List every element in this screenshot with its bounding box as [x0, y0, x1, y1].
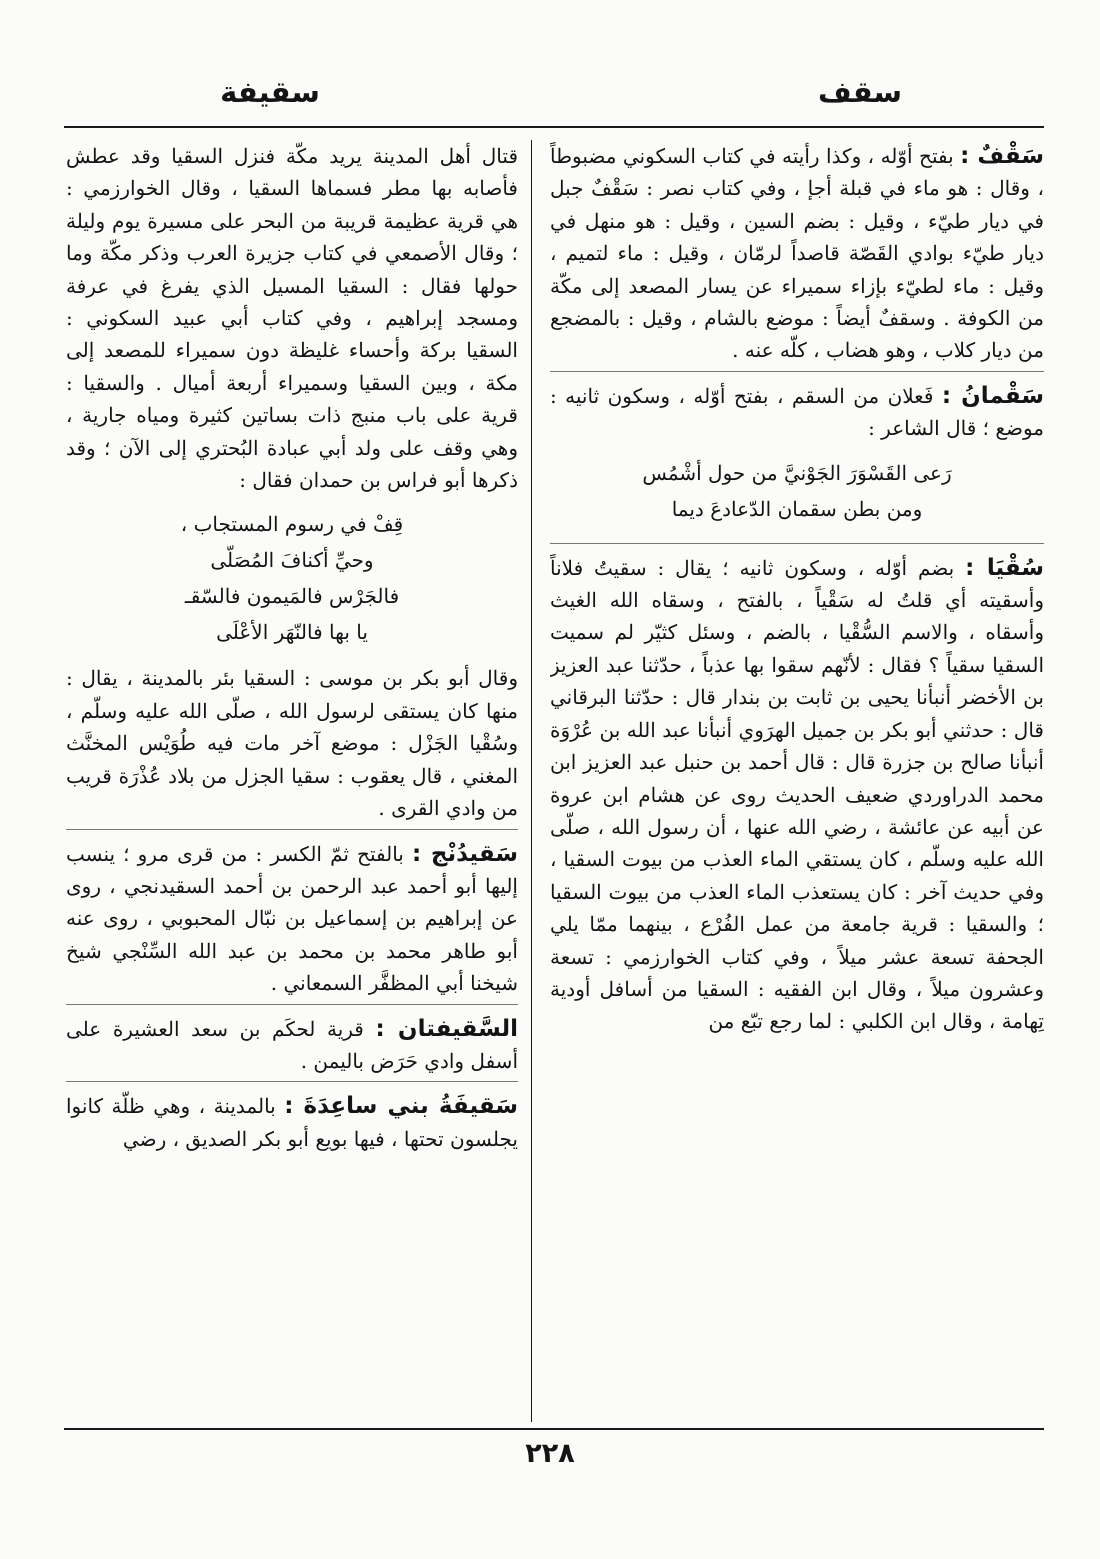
entry-text: فَعلان من السقم ، بفتح أوّله ، وسكون ثانيه : موضع ؛ قال الشاعر : — [550, 383, 1044, 441]
running-head-left: سقيفة — [220, 75, 320, 109]
entry-text: قتال أهل المدينة يريد مكّة فنزل السقيا وقد عطش فأصابه بها مطر فسماها السقيا ، وقال الخوارزمي : هي قرية عظيمة قريبة من البحر على مسيرة يوم وليلة ؛ وقال الأصمعي في كتاب جزيرة العرب وذكر مكّة وما حولها فقال : السقيا المسيل الذي يفرغ في عرفة ومسجد إبراهيم ، وفي كتاب أبي عبيد السكوني : السقيا بركة وأحساء غليظة دون سميراء للمصعد إلى مكة ، وبين السقيا وسميراء أربعة أميال . والسقيا : قرية على باب منبج ذات بساتين كثيرة ومياه جارية ، وهي وقف على ولد أبي عبادة البُحتري إلى الآن ؛ وقد ذكرها أبو فراس بن حمدان فقال : — [66, 144, 518, 493]
entry-suqya — [550, 552, 1044, 1042]
entry-text: بالمدينة ، وهي ظلّة كانوا يجلسون تحتها ، فيها بويع أبو بكر الصديق ، رضي — [66, 1094, 518, 1151]
entry-saqf — [550, 140, 1044, 372]
entry-headword: سَقيفَةُ بني ساعِدَةَ : — [284, 1093, 518, 1120]
entry-text: قرية لحكَم بن سعد العشيرة على أسفل وادي حَرَض باليمن . — [66, 1016, 518, 1073]
entry-text: بفتح أوّله ، وكذا رأيته في كتاب السكوني مضبوطاً ، وقال : هو ماء في قبلة أجإ ، وفي كتاب نصر : سَقْفٌ جبل في ديار طيّء ، وقيل : بضم السين ، وقيل : هو منهل في ديار طيّء بوادي القَصّة قاصداً لرمّان ، وقيل : ماء لتميم ، وقيل : ماء لطيّء بإزاء سميراء عن يسار المصعد إلى مكّة من الكوفة . وسقفٌ أيضاً : موضع بالشام ، وقيل : بالمضجع من ديار كلاب ، وهو هضاب ، كلّه عنه . — [550, 144, 1044, 363]
left-column — [66, 140, 518, 1420]
entry-text: بالفتح ثمّ الكسر : من قرى مرو ؛ ينسب إليها أبو أحمد عبد الرحمن بن أحمد السقيدنجي ، روى عن إبراهيم بن إسماعيل بن نبّال المحبوبي ، روى عنه أبو طاهر محمد بن محمد بن عبد الله السِّنْجي شيخ شيخنا أبي المظفَّر السمعاني . — [66, 841, 518, 996]
entry-text: وقال أبو بكر بن موسى : السقيا بئر بالمدينة ، يقال : منها كان يستقى لرسول الله ، صلّى الله عليه وسلّم ، وسُقْيا الجَزْل : موضع آخر مات فيه طُوَيْس المخنَّث المغني ، قال يعقوب : سقيا الجزل من بلاد عُذْرَة قريب من وادي القرى . — [66, 666, 518, 821]
top-rule — [64, 126, 1044, 128]
entry-headword: سُقْيَا : — [965, 554, 1044, 581]
running-head-right: سقف — [818, 75, 902, 109]
right-column — [550, 140, 1044, 1420]
verse-hemistich: فالجَرْس فالمَيمون فالسّقـ — [184, 584, 400, 609]
entry-saqifat-bani-saida — [66, 1090, 518, 1159]
column-divider — [531, 140, 532, 1422]
verse-hemistich: قِفْ في رسوم المستجاب ، — [180, 512, 404, 537]
verse-block — [66, 506, 518, 650]
entry-headword: السَّقيفتان : — [375, 1015, 518, 1042]
entry-headword: سَقْمانُ : — [941, 382, 1044, 409]
entry-saqman — [550, 380, 1044, 544]
verse-hemistich: رَعى القَسْوَرَ الجَوْنيَّ من حول أشْمُس — [642, 460, 952, 485]
entry-headword: سَقيدُنْج : — [411, 840, 518, 867]
entry-headword: سَقْفٌ : — [960, 143, 1044, 169]
verse-hemistich: وحيِّ أكنافَ المُصَلّى — [210, 548, 374, 573]
verse-block — [550, 455, 1044, 527]
entry-text: بضم أوّله ، وسكون ثانيه ؛ يقال : سقيتُ فلاناً وأسقيته أي قلتُ له سَقْياً ، بالفتح ، وسقاه الله الغيث وأسقاه ، والاسم السُّقْيا ، بالضم ، وسئل كثيّر لم سميت السقيا سقياً ؟ فقال : لأنّهم سقوا بها عذباً ، حدّثنا عبد العزيز بن الأخضر أنبأنا يحيى بن ثابت بن بندار قال : حدّثنا البرقاني قال : حدثني أبو بكر بن جميل الهرَوي أنبأنا عبد الله بن عُرْوَة أنبأنا صالح بن جزرة قال : قال أحمد بن حنبل عبد العزيز ابن محمد الدراوردي ضعيف الحديث روى عن هشام ابن عروة عن أبيه عن عائشة ، رضي الله عنها ، أن رسول الله ، صلّى الله عليه وسلّم ، كان يستقي الماء العذب من بيوت السقيا ، وفي حديث آخر : كان يستعذب الماء العذب من بيوت السقيا ؛ والسقيا : قرية جامعة من عمل الفُرْع ، بينهما ممّا يلي الجحفة تسعة عشر ميلاً ، وفي كتاب الخوارزمي : تسعة وعشرون ميلاً ، وقال ابن الفقيه : السقيا من أسافل أودية تِهامة ، وقال ابن الكلبي : لما رجع تبّع من — [550, 555, 1044, 1034]
verse-hemistich: ومن بطن سقمان الدّعادعَ ديما — [671, 496, 923, 521]
entry-saqidunj — [66, 838, 518, 1005]
entry-saqifatan — [66, 1013, 518, 1083]
verse-hemistich: يا بها فالنّهَر الأعْلَى — [216, 620, 368, 645]
page-number: ٢٢٨ — [525, 1438, 575, 1469]
entry-suqya-continued — [66, 140, 518, 830]
bottom-rule — [64, 1428, 1044, 1430]
